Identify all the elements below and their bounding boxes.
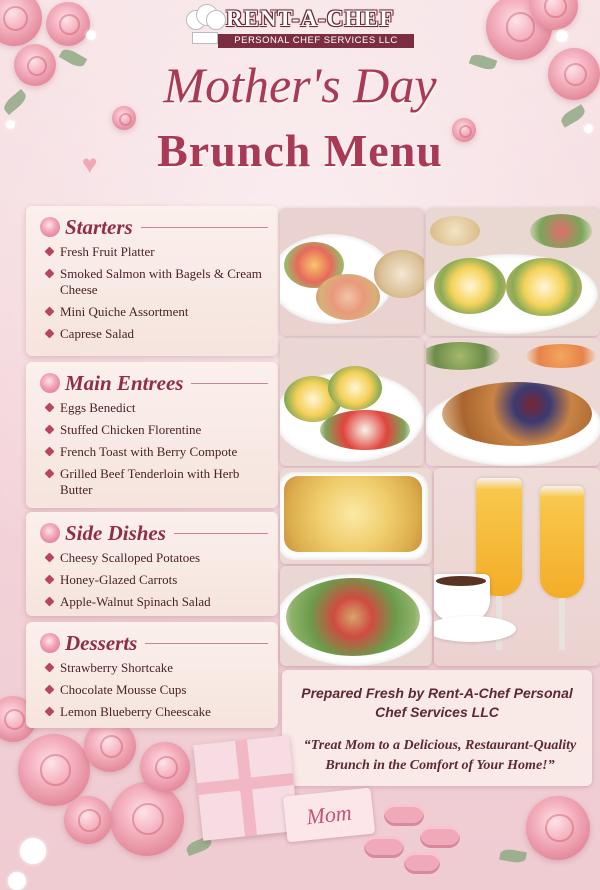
menu-item: Fresh Fruit Platter	[46, 244, 268, 260]
page-title-line2: Brunch Menu	[157, 125, 443, 176]
menu-item: Strawberry Shortcake	[46, 660, 268, 676]
food-photo-scalloped-potatoes	[280, 468, 432, 564]
divider	[174, 533, 268, 534]
section-title: Starters	[65, 214, 133, 239]
menu-item: Grilled Beef Tenderloin with Herb Butter	[46, 466, 268, 498]
macaron-decoration	[384, 804, 424, 826]
footer-panel	[282, 670, 592, 786]
menu-item: Eggs Benedict	[46, 400, 268, 416]
mom-tag	[283, 788, 375, 843]
menu-item: Mini Quiche Assortment	[46, 304, 268, 320]
menu-item: Caprese Salad	[46, 326, 268, 342]
rose-icon	[40, 373, 60, 393]
macaron-decoration	[404, 852, 440, 874]
food-photo-caprese	[280, 338, 424, 466]
prepared-by-text: Prepared Fresh by Rent-A-Chef Personal Chef Services LLC	[301, 685, 573, 720]
macaron-decoration	[420, 826, 460, 848]
divider	[141, 227, 268, 228]
section-title: Desserts	[65, 630, 138, 655]
food-photo-french-toast	[426, 338, 600, 466]
menu-item: French Toast with Berry Compote	[46, 444, 268, 460]
gift-box-decoration	[193, 735, 299, 841]
food-photo-fruit-and-bagels	[280, 208, 424, 336]
divider	[145, 643, 268, 644]
rose-icon	[452, 118, 476, 142]
menu-section-side-dishes	[26, 512, 278, 616]
rose-icon	[40, 633, 60, 653]
food-photo-mimosas-and-coffee	[434, 468, 600, 666]
rose-icon	[112, 106, 136, 130]
mom-tag-text: Mom	[305, 799, 353, 830]
menu-item: Lemon Blueberry Cheescake	[46, 704, 268, 720]
mimosa-glass	[540, 486, 584, 598]
menu-section-desserts	[26, 622, 278, 728]
tagline-quote: “Treat Mom to a Delicious, Restaurant-Quality Brunch in the Comfort of Your Home!”	[303, 738, 577, 773]
section-title: Side Dishes	[65, 520, 166, 545]
food-photo-eggs-benedict	[426, 208, 600, 336]
macaron-decoration	[364, 836, 404, 858]
heart-icon: ♥	[82, 150, 98, 179]
brand-name: RENT-A-CHEF	[226, 6, 395, 31]
divider	[191, 383, 268, 384]
menu-item: Chocolate Mousse Cups	[46, 682, 268, 698]
brand-logo	[182, 4, 414, 48]
menu-item: Cheesy Scalloped Potatoes	[46, 550, 268, 566]
rose-icon	[40, 523, 60, 543]
rose-icon	[40, 217, 60, 237]
food-photo-spinach-salad	[280, 566, 432, 666]
menu-item: Smoked Salmon with Bagels & Cream Cheese	[46, 266, 268, 298]
brand-subtitle: PERSONAL CHEF SERVICES LLC	[218, 34, 414, 48]
menu-item: Honey-Glazed Carrots	[46, 572, 268, 588]
menu-item: Stuffed Chicken Florentine	[46, 422, 268, 438]
menu-section-starters	[26, 206, 278, 356]
section-title: Main Entrees	[65, 370, 184, 395]
menu-item: Apple-Walnut Spinach Salad	[46, 594, 268, 610]
menu-section-main-entrees	[26, 362, 278, 508]
page-title-line1: Mother's Day	[163, 57, 437, 113]
